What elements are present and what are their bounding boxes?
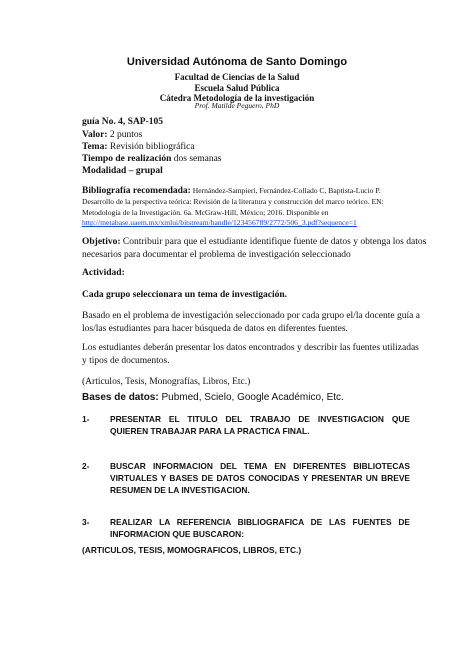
- bibliography-link[interactable]: http://metabase.uaem.mx/xmlui/bitstream/handle/123456789/2772/506_3.pdf?sequence=1: [82, 218, 357, 228]
- professor-line: Prof. Matilde Peguero, PhD: [194, 101, 280, 110]
- group-instruction: Cada grupo seleccionara un tema de investigación.: [82, 290, 288, 300]
- time-line: [82, 153, 222, 165]
- guide-line: [82, 116, 163, 128]
- modality-line: [82, 165, 163, 177]
- databases-label: Bases de datos:: [82, 392, 159, 403]
- bibliography-label: Bibliografía recomendada:: [82, 186, 191, 196]
- objective-block: [82, 236, 427, 262]
- step-number: 3-: [82, 517, 90, 527]
- guide-number: guía No. 4, SAP-105: [82, 117, 164, 127]
- objective-label: Objetivo:: [82, 237, 121, 247]
- value-line: [82, 129, 142, 141]
- step-text: PRESENTAR EL TITULO DEL TRABAJO DE INVESTIGACION QUE QUIEREN TRABAJAR PARA LA PRACTICA FINAL.: [110, 414, 410, 436]
- school-line: Escuela Salud Pública: [194, 83, 280, 93]
- databases-text: Pubmed, Scielo, Google Académico, Etc.: [158, 392, 344, 403]
- final-line: (ARTICULOS, TESIS, MOMOGRAFICOS, LIBROS, ETC.): [82, 545, 302, 555]
- step-number: 2-: [82, 461, 90, 471]
- objective-text: Contribuir para que el estudiante identifique fuente de datos y obtenga los datos necesarios para documentar el problema de investigación seleccionado: [82, 237, 427, 260]
- value-text: 2 puntos: [107, 130, 143, 140]
- step-number: 1-: [82, 414, 90, 424]
- step-text: REALIZAR LA REFERENCIA BIBLIOGRAFICA DE LAS FUENTES DE INFORMACION QUE BUSCARON:: [110, 517, 410, 539]
- paragraph-presentation: Los estudiantes deberán presentar los datos encontrados y describir las fuentes utilizadas y tipos de documentos.: [82, 343, 419, 366]
- step-text: BUSCAR INFORMACION DEL TEMA EN DIFERENTES BIBLIOTECAS VIRTUALES Y BASES DE DATOS CONOCIDAS Y PRESENTAR UN BREVE RESUMEN DE LA INVESTIGACION.: [110, 461, 410, 495]
- topic-line: [82, 141, 195, 153]
- databases-line: [82, 392, 344, 403]
- topic-text: Revisión bibliográfica: [107, 142, 195, 152]
- step-item: [82, 413, 410, 437]
- activity-title: Actividad:: [82, 268, 125, 278]
- faculty-line: Facultad de Ciencias de la Salud: [174, 72, 300, 82]
- chair-line: Cátedra Metodología de la investigación: [159, 93, 315, 103]
- bibliography-text: Hernández-Sampieri, Fernández-Collado C, Baptista-Lucio P. Desarrollo de la perspectiva teórica: Revisión de la literatura y construcción del marco teórico. EN: Metodología de la Investigación. 6a. McGraw-Hill, México; 2016. Disponible en: [82, 186, 384, 217]
- modality-text: Modalidad – grupal: [82, 166, 163, 176]
- value-label: Valor:: [82, 130, 108, 140]
- topic-label: Tema:: [82, 142, 108, 152]
- step-item: [82, 460, 410, 496]
- document-types: (Artículos, Tesis, Monografías, Libros, Etc.): [82, 377, 251, 387]
- paragraph-guidance: Basado en el problema de investigación seleccionado por cada grupo el/la docente guía a los/las estudiantes para hacer búsqueda de datos en diferentes fuentes.: [82, 311, 420, 334]
- time-text: dos semanas: [171, 154, 222, 164]
- bibliography-block: [82, 186, 412, 229]
- step-item: [82, 516, 410, 540]
- university-title: Universidad Autónoma de Santo Domingo: [126, 56, 348, 68]
- time-label: Tiempo de realización: [82, 154, 172, 164]
